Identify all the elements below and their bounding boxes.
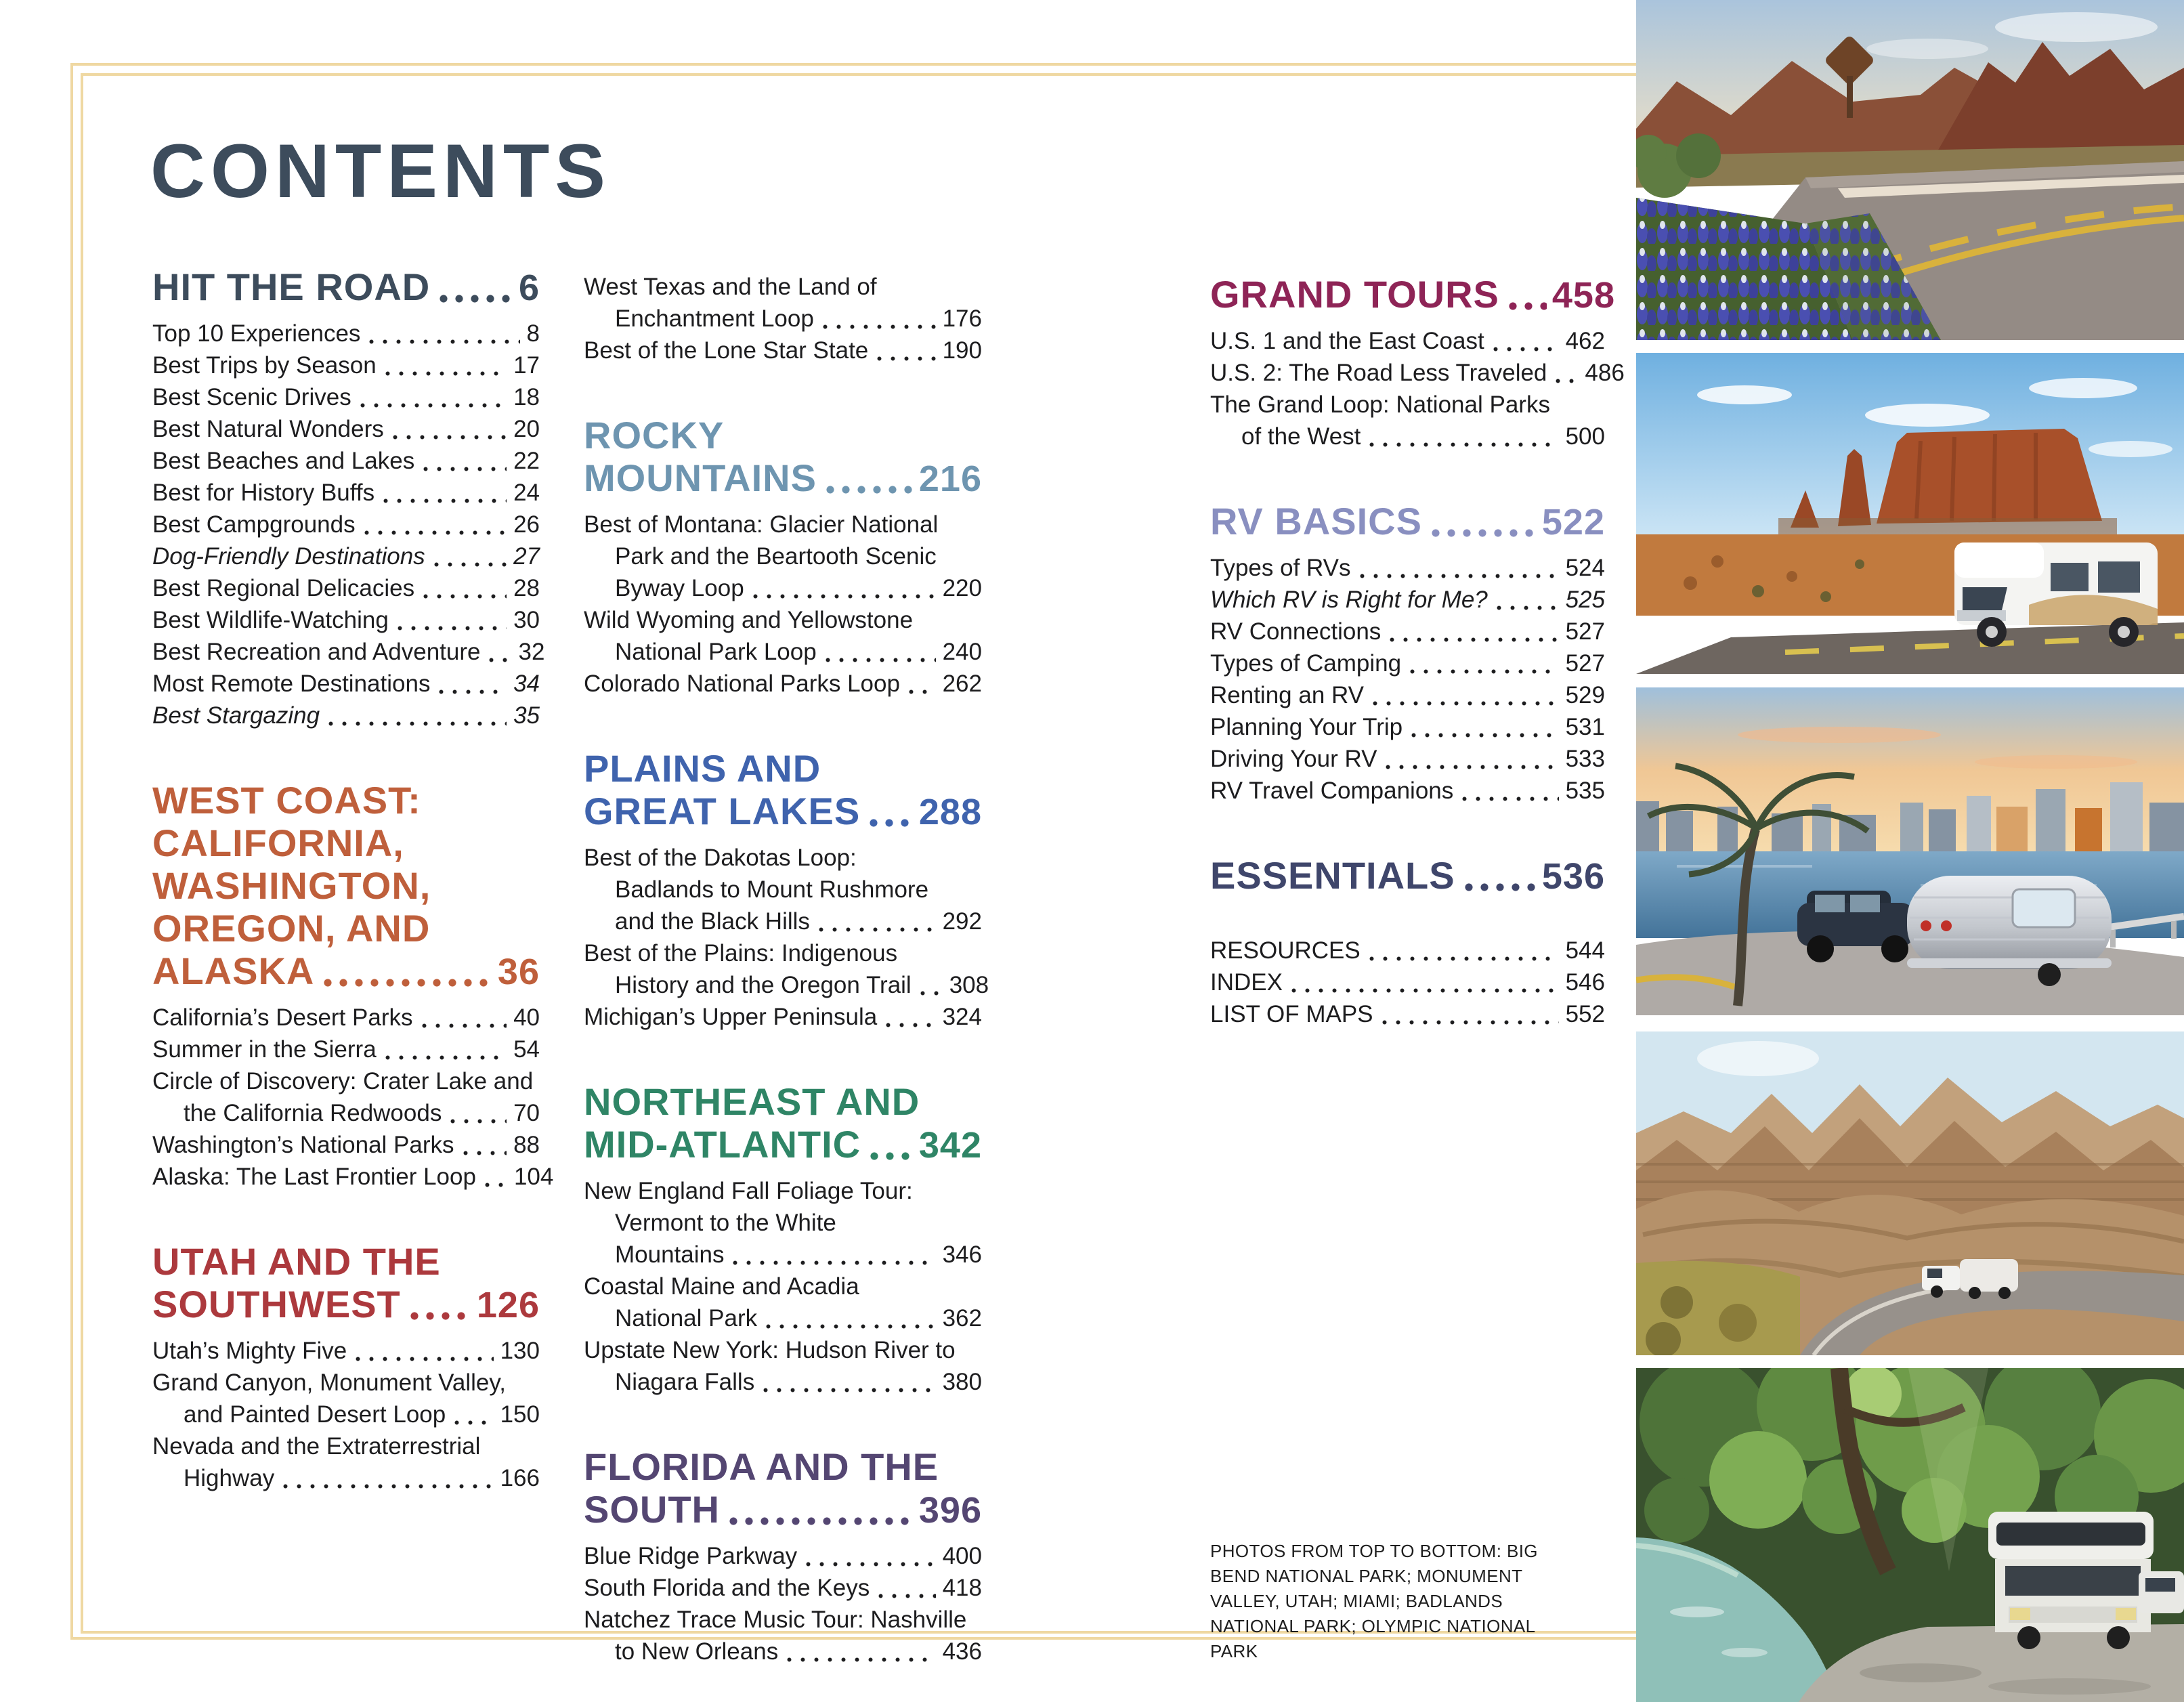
section-heading-line — [1210, 500, 1605, 544]
toc-entry-page-number: 524 — [1565, 555, 1605, 581]
section-page-number: 522 — [1541, 502, 1605, 542]
toc-entry-page-number: 24 — [513, 480, 540, 506]
toc-entry — [152, 477, 540, 509]
dot-leader — [870, 819, 914, 827]
dot-leader — [282, 1483, 493, 1489]
toc-entry: Best of the Dakotas Loop: Badlands to Mount Rushmore and the Black Hills 292 — [584, 842, 982, 937]
toc-entry-page-number: 418 — [942, 1575, 982, 1601]
dot-leader — [1509, 302, 1547, 310]
section-page-number: 342 — [918, 1125, 982, 1166]
toc-entry: The Grand Loop: National Parks of the West 500 — [1210, 389, 1605, 452]
dot-leader — [463, 1150, 507, 1156]
section-heading-line: FLORIDA AND THE — [584, 1445, 939, 1488]
toc-entry-text: INDEX — [1210, 969, 1283, 996]
toc-entry-text: National Park Loop — [615, 639, 817, 665]
toc-entry-page-number: 462 — [1565, 328, 1605, 354]
toc-entry-page-number: 70 — [513, 1100, 540, 1126]
toc-entry-text: Best Recreation and Adventure — [152, 639, 481, 665]
dot-leader — [360, 402, 507, 408]
toc-entry: West Texas and the Land of Enchantment Loop 176 — [584, 271, 982, 335]
toc-entry — [152, 604, 540, 636]
section-heading — [152, 1240, 540, 1327]
toc-entry — [152, 1034, 540, 1065]
section-page-number: 288 — [918, 792, 982, 832]
toc-entry: Nevada and the Extraterrestrial Highway 166 — [152, 1430, 540, 1494]
toc-entry-page-number: 240 — [942, 639, 982, 665]
toc-entry-text: Best Regional Delicacies — [152, 575, 415, 601]
toc-entry-page-number: 527 — [1565, 650, 1605, 677]
toc-entry-page-number: 28 — [513, 575, 540, 601]
section-heading-line — [584, 1488, 982, 1532]
toc-entry-page-number: 544 — [1565, 937, 1605, 964]
toc-entry — [152, 1129, 540, 1161]
dot-leader — [1369, 956, 1559, 962]
toc-entry-text: Top 10 Experiences — [152, 320, 361, 347]
dot-leader — [1465, 883, 1537, 891]
toc-entry-page-number: 190 — [942, 337, 982, 364]
toc-entry-text: RESOURCES — [1210, 937, 1361, 964]
section-heading-line: UTAH AND THE — [152, 1240, 441, 1283]
photo-big-bend-national-park — [1636, 0, 2184, 340]
toc-entry-text: the California Redwoods — [184, 1100, 442, 1126]
camper-graphic — [1988, 1512, 2154, 1649]
section-heading-line — [152, 950, 540, 994]
dot-leader — [433, 561, 507, 568]
dot-leader — [484, 1182, 507, 1188]
toc-entry-text: Driving Your RV — [1210, 746, 1377, 772]
toc-section-grand-tours — [1210, 273, 1625, 452]
toc-entry-page-number: 34 — [513, 671, 540, 697]
dot-leader — [729, 1517, 914, 1525]
section-heading — [584, 1080, 982, 1167]
dot-leader — [826, 486, 914, 494]
toc-entry-text: Planning Your Trip — [1210, 714, 1403, 740]
toc-entry-page-number: 88 — [513, 1132, 540, 1158]
toc-entry-page-number: 546 — [1565, 969, 1605, 996]
toc-entry-text: California’s Desert Parks — [152, 1004, 413, 1031]
dot-leader — [885, 1022, 935, 1028]
dot-leader — [397, 625, 507, 631]
toc-entry — [152, 572, 540, 604]
toc-entry-page-number: 8 — [526, 320, 540, 347]
toc-entry: Coastal Maine and Acadia National Park 362 — [584, 1271, 982, 1334]
toc-entry-page-number: 262 — [942, 671, 982, 697]
dot-leader — [1359, 573, 1559, 579]
toc-section-essentials — [1210, 854, 1605, 1030]
toc-entry-text: Best Stargazing — [152, 702, 320, 729]
dot-leader — [410, 1312, 471, 1320]
section-heading — [1210, 854, 1605, 898]
toc-entry-page-number: 30 — [513, 607, 540, 633]
toc-entry-page-number: 22 — [513, 448, 540, 474]
dot-leader — [1461, 796, 1558, 802]
toc-entry-page-number: 176 — [942, 305, 982, 332]
section-heading-line — [584, 456, 982, 501]
toc-entry-text: Dog-Friendly Destinations — [152, 543, 425, 570]
toc-entry-page-number: 150 — [500, 1401, 540, 1428]
photo-credits-caption: PHOTOS FROM TOP TO BOTTOM: BIG BEND NATIONAL PARK; MONUMENT VALLEY, UTAH; MIAMI; BADLANDS NATIONAL PARK; OLYMPIC NATIONAL PARK — [1210, 1541, 1538, 1661]
section-heading-line: ROCKY — [584, 414, 725, 456]
toc-entry-text: National Park — [615, 1305, 758, 1332]
dot-leader — [752, 593, 936, 599]
toc-entry-text: Byway Loop — [615, 575, 744, 601]
dot-leader — [1493, 346, 1559, 352]
dot-leader — [1291, 987, 1559, 994]
toc-entry — [152, 636, 545, 668]
toc-entry-text: Most Remote Destinations — [152, 671, 431, 697]
toc-entry — [152, 349, 540, 381]
section-heading — [152, 265, 540, 310]
section-page-number: 36 — [497, 952, 540, 992]
section-heading-text: ALASKA — [152, 950, 315, 992]
toc-entry — [1210, 679, 1605, 711]
dot-leader — [392, 434, 507, 440]
toc-entry — [152, 540, 540, 572]
section-heading-text: HIT THE ROAD — [152, 265, 431, 308]
toc-entry-page-number: 436 — [942, 1638, 982, 1665]
toc-entry — [152, 668, 540, 700]
dot-leader — [364, 530, 507, 536]
toc-entry-page-number: 400 — [942, 1543, 982, 1569]
section-heading-line: PLAINS AND — [584, 747, 821, 790]
dot-leader — [440, 295, 513, 303]
toc-entry — [1210, 966, 1605, 998]
toc-column-2 — [584, 271, 989, 1667]
toc-entry-text: of the West — [1241, 423, 1361, 450]
toc-entry-text: Best Campgrounds — [152, 511, 356, 538]
toc-entry-page-number: 104 — [513, 1164, 554, 1190]
toc-entry-text: Which RV is Right for Me? — [1210, 587, 1488, 613]
photo-miami — [1636, 687, 2184, 1015]
toc-section-utah-southwest-continued — [584, 271, 982, 366]
toc-entry-text: Renting an RV — [1210, 682, 1365, 708]
toc-entry — [1210, 647, 1605, 679]
toc-entry-text: Best of the Lone Star State — [584, 337, 869, 364]
toc-entry: Best of the Plains: Indigenous History and the Oregon Trail 308 — [584, 937, 982, 1001]
dot-leader — [368, 339, 519, 345]
dot-leader — [385, 370, 507, 377]
toc-entry-page-number: 40 — [513, 1004, 540, 1031]
toc-entry-page-number: 380 — [942, 1369, 982, 1395]
dot-leader — [450, 1118, 507, 1124]
toc-entry-page-number: 26 — [513, 511, 540, 538]
dot-leader — [355, 1356, 493, 1362]
dot-leader — [920, 990, 943, 996]
toc-entry-text: Best Natural Wonders — [152, 416, 384, 442]
section-heading-text: RV BASICS — [1210, 500, 1422, 542]
toc-section-rv-basics — [1210, 500, 1605, 807]
section-page-number: 6 — [518, 268, 540, 308]
dot-leader — [1389, 637, 1558, 643]
toc-entry — [152, 1002, 540, 1034]
toc-entry-page-number: 17 — [513, 352, 540, 379]
toc-entry-text: and Painted Desert Loop — [184, 1401, 446, 1428]
toc-entry-page-number: 362 — [942, 1305, 982, 1332]
toc-entry-text: U.S. 1 and the East Coast — [1210, 328, 1484, 354]
dot-leader — [732, 1260, 935, 1266]
toc-entry-text: Michigan’s Upper Peninsula — [584, 1004, 878, 1030]
section-heading-line: CALIFORNIA, — [152, 822, 404, 864]
toc-entry — [1210, 998, 1605, 1030]
dot-leader — [1382, 1019, 1559, 1025]
dot-leader — [438, 689, 507, 695]
dot-leader — [878, 1593, 935, 1599]
toc-entry — [584, 1540, 982, 1572]
toc-entry-page-number: 529 — [1565, 682, 1605, 708]
section-heading-text: MOUNTAINS — [584, 456, 817, 499]
section-heading-text: SOUTH — [584, 1488, 720, 1531]
toc-entry — [152, 1335, 540, 1367]
toc-entry-text: Washington’s National Parks — [152, 1132, 454, 1158]
section-heading-text: GREAT LAKES — [584, 790, 861, 832]
toc-section-west-coast — [152, 779, 554, 1193]
toc-entry-text: Colorado National Parks Loop — [584, 671, 900, 697]
toc-column-1 — [152, 265, 554, 1494]
section-heading-line — [1210, 273, 1615, 317]
section-page-number: 126 — [476, 1285, 540, 1325]
section-page-number: 536 — [1541, 856, 1605, 897]
toc-entry-text: Utah’s Mighty Five — [152, 1338, 347, 1364]
toc-entry — [152, 413, 540, 445]
toc-section-utah-and-the-southwest — [152, 1240, 540, 1494]
toc-entry: Circle of Discovery: Crater Lake and the California Redwoods 70 — [152, 1065, 540, 1129]
toc-entry-page-number: 220 — [942, 575, 982, 601]
toc-entry — [584, 668, 982, 700]
toc-entry: Best of Montana: Glacier National Park and the Beartooth Scenic Byway Loop 220 — [584, 509, 982, 604]
section-heading — [152, 779, 540, 994]
section-heading-text: ESSENTIALS — [1210, 854, 1455, 897]
dot-leader — [423, 593, 507, 599]
toc-entry-page-number: 54 — [513, 1036, 540, 1063]
toc-entry-text: Enchantment Loop — [615, 305, 814, 332]
section-heading-line — [584, 1123, 982, 1167]
toc-entry-page-number: 533 — [1565, 746, 1605, 772]
toc-entry-text: Mountains — [615, 1241, 725, 1268]
toc-entry-page-number: 486 — [1585, 360, 1625, 386]
dot-leader — [488, 657, 511, 663]
toc-entry — [1210, 935, 1605, 966]
toc-entry-text: Summer in the Sierra — [152, 1036, 377, 1063]
toc-entry-text: Best Trips by Season — [152, 352, 377, 379]
toc-entry: Upstate New York: Hudson River to Niagara Falls 380 — [584, 1334, 982, 1398]
toc-entry — [1210, 616, 1605, 647]
toc-entry-text: Best Beaches and Lakes — [152, 448, 415, 474]
toc-entry-page-number: 527 — [1565, 618, 1605, 645]
dot-leader — [825, 657, 936, 663]
section-heading-text: MID-ATLANTIC — [584, 1123, 861, 1166]
photo-badlands-national-park — [1636, 1031, 2184, 1355]
section-heading-line — [152, 265, 540, 310]
photo-olympic-national-park — [1636, 1368, 2184, 1702]
dot-leader — [1409, 668, 1559, 675]
toc-entry-page-number: 18 — [513, 384, 540, 410]
toc-entry — [152, 381, 540, 413]
section-heading — [584, 414, 982, 501]
dot-leader — [765, 1323, 935, 1329]
toc-entry-text: to New Orleans — [615, 1638, 779, 1665]
section-heading-line — [1210, 854, 1605, 898]
toc-section-rocky-mountains — [584, 414, 982, 700]
dot-leader — [1385, 764, 1558, 770]
toc-entry-page-number: 20 — [513, 416, 540, 442]
toc-section-plains-and-great-lakes — [584, 747, 989, 1033]
toc-entry — [1210, 357, 1625, 389]
toc-entry-page-number: 525 — [1565, 587, 1605, 613]
toc-entry-page-number: 166 — [500, 1465, 540, 1491]
toc-entry: Natchez Trace Music Tour: Nashville to New Orleans 436 — [584, 1604, 982, 1667]
dot-leader — [1432, 529, 1537, 537]
section-heading-line: WASHINGTON, — [152, 864, 431, 907]
toc-column-3 — [1210, 273, 1625, 1030]
section-heading — [584, 1445, 982, 1532]
toc-entry — [152, 700, 540, 731]
toc-entry-text: U.S. 2: The Road Less Traveled — [1210, 360, 1547, 386]
toc-section-hit-the-road — [152, 265, 545, 731]
dot-leader — [870, 1152, 914, 1160]
dot-leader — [385, 1055, 507, 1061]
photo-rail — [1636, 0, 2184, 1702]
dot-leader — [908, 689, 936, 695]
toc-entry-text: Blue Ridge Parkway — [584, 1543, 798, 1569]
toc-entry — [1210, 711, 1605, 743]
toc-entry — [584, 1572, 982, 1604]
dot-leader — [1369, 442, 1558, 448]
dot-leader — [454, 1420, 493, 1426]
toc-entry — [584, 335, 982, 366]
toc-entry-page-number: 27 — [513, 543, 540, 570]
section-page-number: 216 — [918, 459, 982, 499]
toc-entry-text: South Florida and the Keys — [584, 1575, 870, 1601]
toc-entry — [584, 1001, 982, 1033]
section-heading — [1210, 273, 1615, 317]
dot-leader — [763, 1387, 935, 1393]
toc-entry — [152, 509, 540, 540]
toc-entry — [152, 445, 540, 477]
dot-leader — [324, 979, 492, 987]
toc-entry — [152, 1161, 554, 1193]
toc-entry: New England Fall Foliage Tour: Vermont to the White Mountains 346 — [584, 1175, 982, 1271]
toc-entry-page-number: 346 — [942, 1241, 982, 1268]
toc-entry-text: Best Scenic Drives — [152, 384, 351, 410]
toc-entry-text: Best Wildlife-Watching — [152, 607, 389, 633]
toc-entry-page-number: 308 — [949, 972, 989, 998]
section-heading-line: OREGON, AND — [152, 907, 431, 950]
toc-entry-text: History and the Oregon Trail — [615, 972, 912, 998]
toc-entry: Wild Wyoming and Yellowstone National Park Loop 240 — [584, 604, 982, 668]
section-heading-text: GRAND TOURS — [1210, 273, 1499, 316]
toc-entry-text: LIST OF MAPS — [1210, 1001, 1373, 1027]
section-heading-text: SOUTHWEST — [152, 1283, 401, 1325]
section-page-number: 458 — [1551, 275, 1615, 316]
toc-entry — [1210, 325, 1605, 357]
toc-section-northeast-and-mid-atlantic — [584, 1080, 982, 1398]
dot-leader — [1555, 378, 1578, 384]
dot-leader — [876, 356, 935, 362]
dot-leader — [328, 721, 507, 727]
toc-entry-page-number: 535 — [1565, 778, 1605, 804]
dot-leader — [421, 1023, 507, 1029]
dot-leader — [423, 466, 507, 472]
toc-entry-text: Types of RVs — [1210, 555, 1351, 581]
dot-leader — [818, 927, 936, 933]
section-heading — [584, 747, 982, 834]
toc-entry-text: Best for History Buffs — [152, 480, 375, 506]
toc-entry-page-number: 32 — [518, 639, 545, 665]
toc-entry-page-number: 130 — [500, 1338, 540, 1364]
toc-entry-text: Types of Camping — [1210, 650, 1402, 677]
photo-monument-valley-utah — [1636, 353, 2184, 674]
section-heading-line: WEST COAST: — [152, 779, 421, 822]
page-title: CONTENTS — [150, 129, 611, 213]
section-heading-line — [584, 790, 982, 834]
section-page-number: 396 — [918, 1490, 982, 1531]
section-heading-line — [152, 1283, 540, 1327]
toc-entry-page-number: 500 — [1565, 423, 1605, 450]
toc-entry-text: Niagara Falls — [615, 1369, 755, 1395]
toc-entry-page-number: 324 — [942, 1004, 982, 1030]
toc-entry-page-number: 531 — [1565, 714, 1605, 740]
dot-leader — [1411, 732, 1558, 738]
toc-entry — [1210, 584, 1605, 616]
dot-leader — [1496, 605, 1559, 611]
toc-entry — [1210, 743, 1605, 775]
toc-entry-page-number: 35 — [513, 702, 540, 729]
dot-leader — [383, 498, 507, 504]
section-heading-line: NORTHEAST AND — [584, 1080, 920, 1123]
dot-leader — [786, 1657, 935, 1663]
toc-entry-page-number: 552 — [1565, 1001, 1605, 1027]
toc-entry: Grand Canyon, Monument Valley, and Painted Desert Loop 150 — [152, 1367, 540, 1430]
toc-entry-text: and the Black Hills — [615, 908, 810, 935]
toc-entry-text: Alaska: The Last Frontier Loop — [152, 1164, 476, 1190]
toc-entry — [1210, 552, 1605, 584]
toc-entry-page-number: 292 — [942, 908, 982, 935]
toc-section-florida-and-the-south — [584, 1445, 982, 1667]
dot-leader — [1372, 700, 1559, 706]
toc-entry — [1210, 775, 1605, 807]
toc-entry-text: RV Connections — [1210, 618, 1382, 645]
toc-entry-text: Highway — [184, 1465, 275, 1491]
dot-leader — [805, 1561, 935, 1567]
section-heading — [1210, 500, 1605, 544]
toc-entry-text: RV Travel Companions — [1210, 778, 1454, 804]
toc-entry — [152, 318, 540, 349]
dot-leader — [822, 324, 936, 330]
